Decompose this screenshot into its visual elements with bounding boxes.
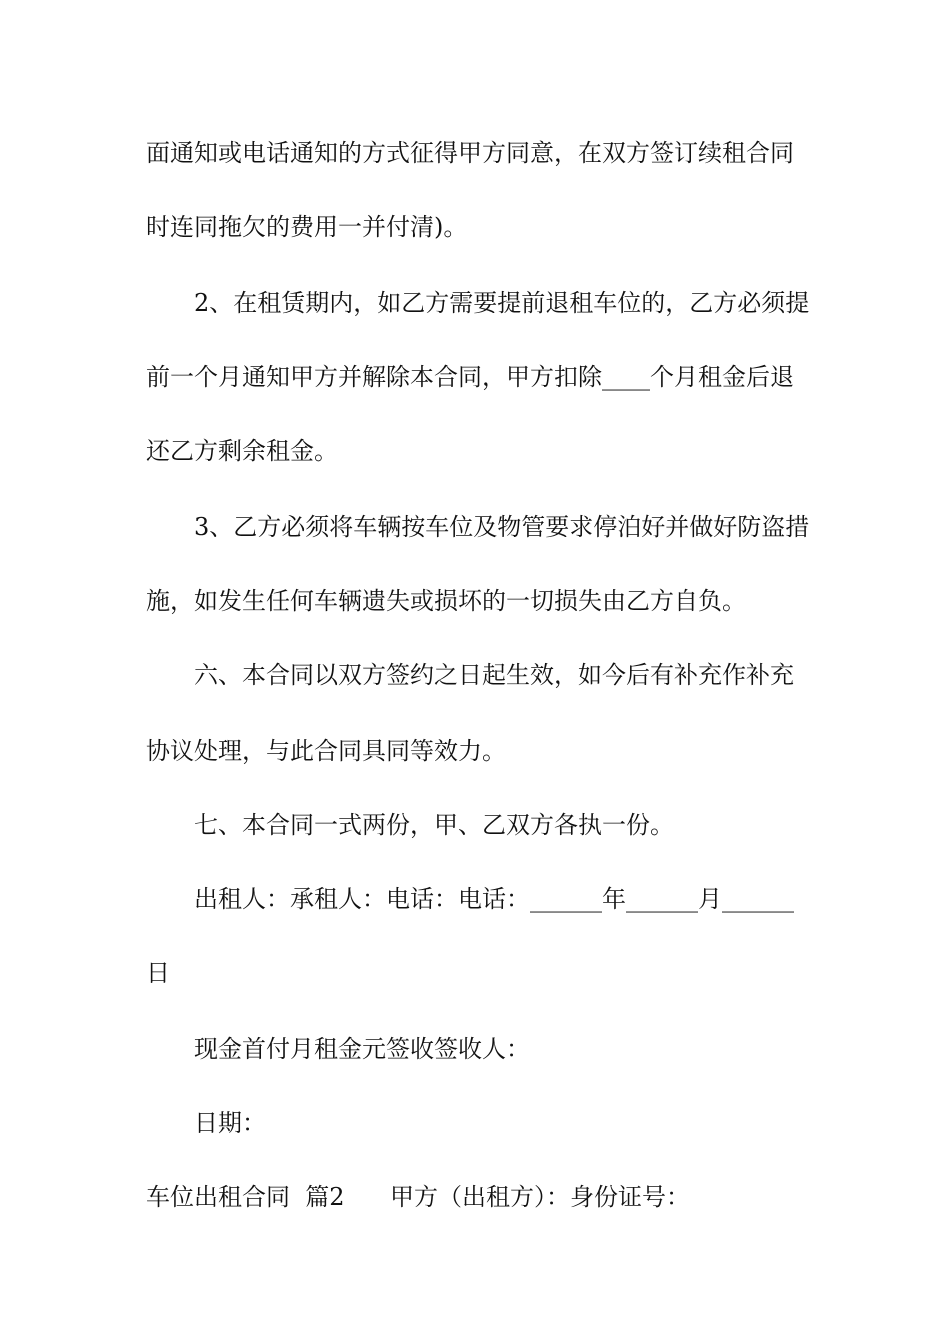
article-6-line: 六、本合同以双方签约之日起生效，如今后有补充作补充 bbox=[194, 661, 794, 689]
clause-2-line: 前一个月通知甲方并解除本合同，甲方扣除____个月租金后退 bbox=[146, 363, 794, 391]
signature-line: 日 bbox=[146, 959, 170, 987]
article-7-line: 七、本合同一式两份，甲、乙双方各执一份。 bbox=[194, 811, 674, 839]
paragraph-line: 时连同拖欠的费用一并付清)。 bbox=[146, 213, 468, 241]
paragraph-line: 面通知或电话通知的方式征得甲方同意，在双方签订续租合同 bbox=[146, 139, 794, 167]
party-a-line: 甲方（出租方）：身份证号： bbox=[390, 1183, 690, 1211]
payment-receipt-line: 现金首付月租金元签收签收人： bbox=[194, 1035, 530, 1063]
clause-2-line: 2、在租赁期内，如乙方需要提前退租车位的，乙方必须提 bbox=[194, 289, 810, 317]
clause-3-line: 3、乙方必须将车辆按车位及物管要求停泊好并做好防盗措 bbox=[194, 513, 810, 541]
clause-2-line: 还乙方剩余租金。 bbox=[146, 437, 338, 465]
signature-line: 出租人：承租人：电话：电话：______年______月______ bbox=[194, 885, 794, 913]
article-6-line: 协议处理，与此合同具同等效力。 bbox=[146, 737, 506, 765]
clause-3-line: 施，如发生任何车辆遗失或损坏的一切损失由乙方自负。 bbox=[146, 587, 746, 615]
date-line: 日期： bbox=[194, 1109, 266, 1137]
section-title: 车位出租合同 篇2 bbox=[146, 1183, 345, 1211]
